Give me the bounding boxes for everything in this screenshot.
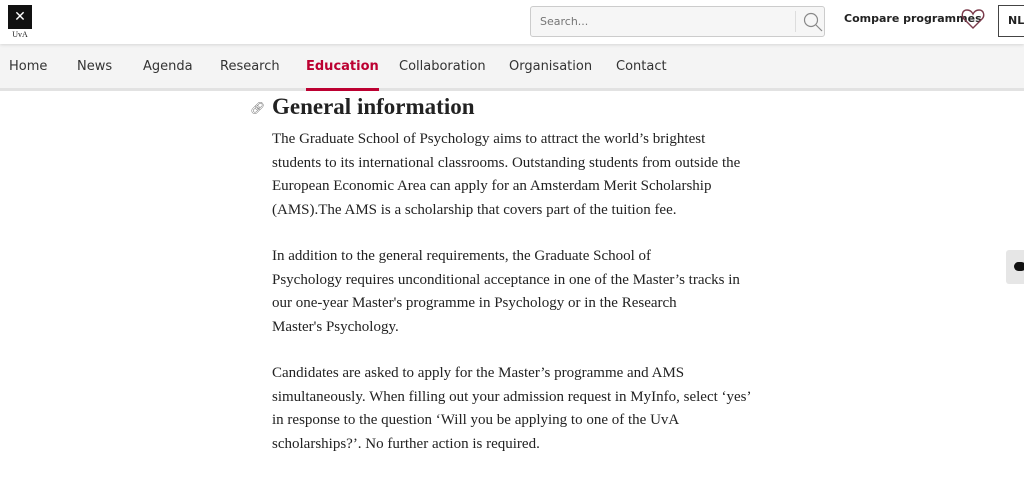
section-title: General information	[272, 94, 475, 119]
nav-news[interactable]: News	[77, 59, 113, 74]
nav-home[interactable]: Home	[9, 59, 48, 74]
link-icon[interactable]: 🔗︎	[250, 101, 266, 115]
search-box	[530, 6, 825, 37]
text-line: our one-year Master's programme in Psychology or in the Research	[272, 295, 677, 311]
text-line: In addition to the general requirements, the Graduate School of	[272, 248, 652, 264]
text-line: in response to the question ‘Will you be applying to one of the UvA	[272, 412, 680, 428]
text-line: Candidates are asked to apply for the Master’s programme and AMS	[272, 365, 685, 381]
text-line: Psychology requires unconditional acceptance in one of the Master’s tracks in	[272, 271, 740, 288]
divider	[795, 11, 796, 32]
text-line: Master's Psychology.	[272, 318, 399, 335]
nav-agenda[interactable]: Agenda	[143, 59, 193, 74]
text-line: students to its international classrooms. Outstanding students from outside the	[272, 154, 741, 171]
paragraph	[272, 128, 772, 222]
text-line: scholarships?’. No further action is required.	[272, 435, 540, 452]
nav-contact[interactable]: Contact	[616, 59, 667, 74]
nav-collaboration[interactable]: Collaboration	[399, 59, 486, 74]
language-button[interactable]: NL	[998, 5, 1024, 37]
header	[0, 0, 1024, 44]
text-line: European Economic Area can apply for an Amsterdam Merit Scholarship	[272, 178, 712, 194]
nav-education[interactable]: Education	[306, 59, 379, 74]
heart-icon[interactable]	[961, 8, 985, 30]
nav-organisation[interactable]: Organisation	[509, 59, 593, 74]
paragraph	[272, 245, 772, 339]
search-input[interactable]	[531, 7, 781, 36]
chat-bubble-icon	[1014, 262, 1024, 271]
nav-research[interactable]: Research	[220, 59, 280, 74]
uva-logo[interactable]: ✕ UvA	[8, 5, 32, 41]
main-nav	[0, 44, 1024, 91]
search-icon[interactable]	[803, 12, 823, 32]
compare-programmes-link[interactable]: Compare programmes	[844, 12, 982, 25]
main-content	[250, 94, 772, 479]
text-line: (AMS).The AMS is a scholarship that covers part of the tuition fee.	[272, 201, 677, 218]
text-line: simultaneously. When filling out your admission request in MyInfo, select ‘yes’	[272, 388, 752, 405]
paragraph	[272, 362, 772, 456]
logo-crest-icon: ✕	[8, 5, 32, 29]
feedback-tab[interactable]	[1006, 250, 1024, 284]
text-line: The Graduate School of Psychology aims to attract the world’s brightest	[272, 131, 706, 147]
